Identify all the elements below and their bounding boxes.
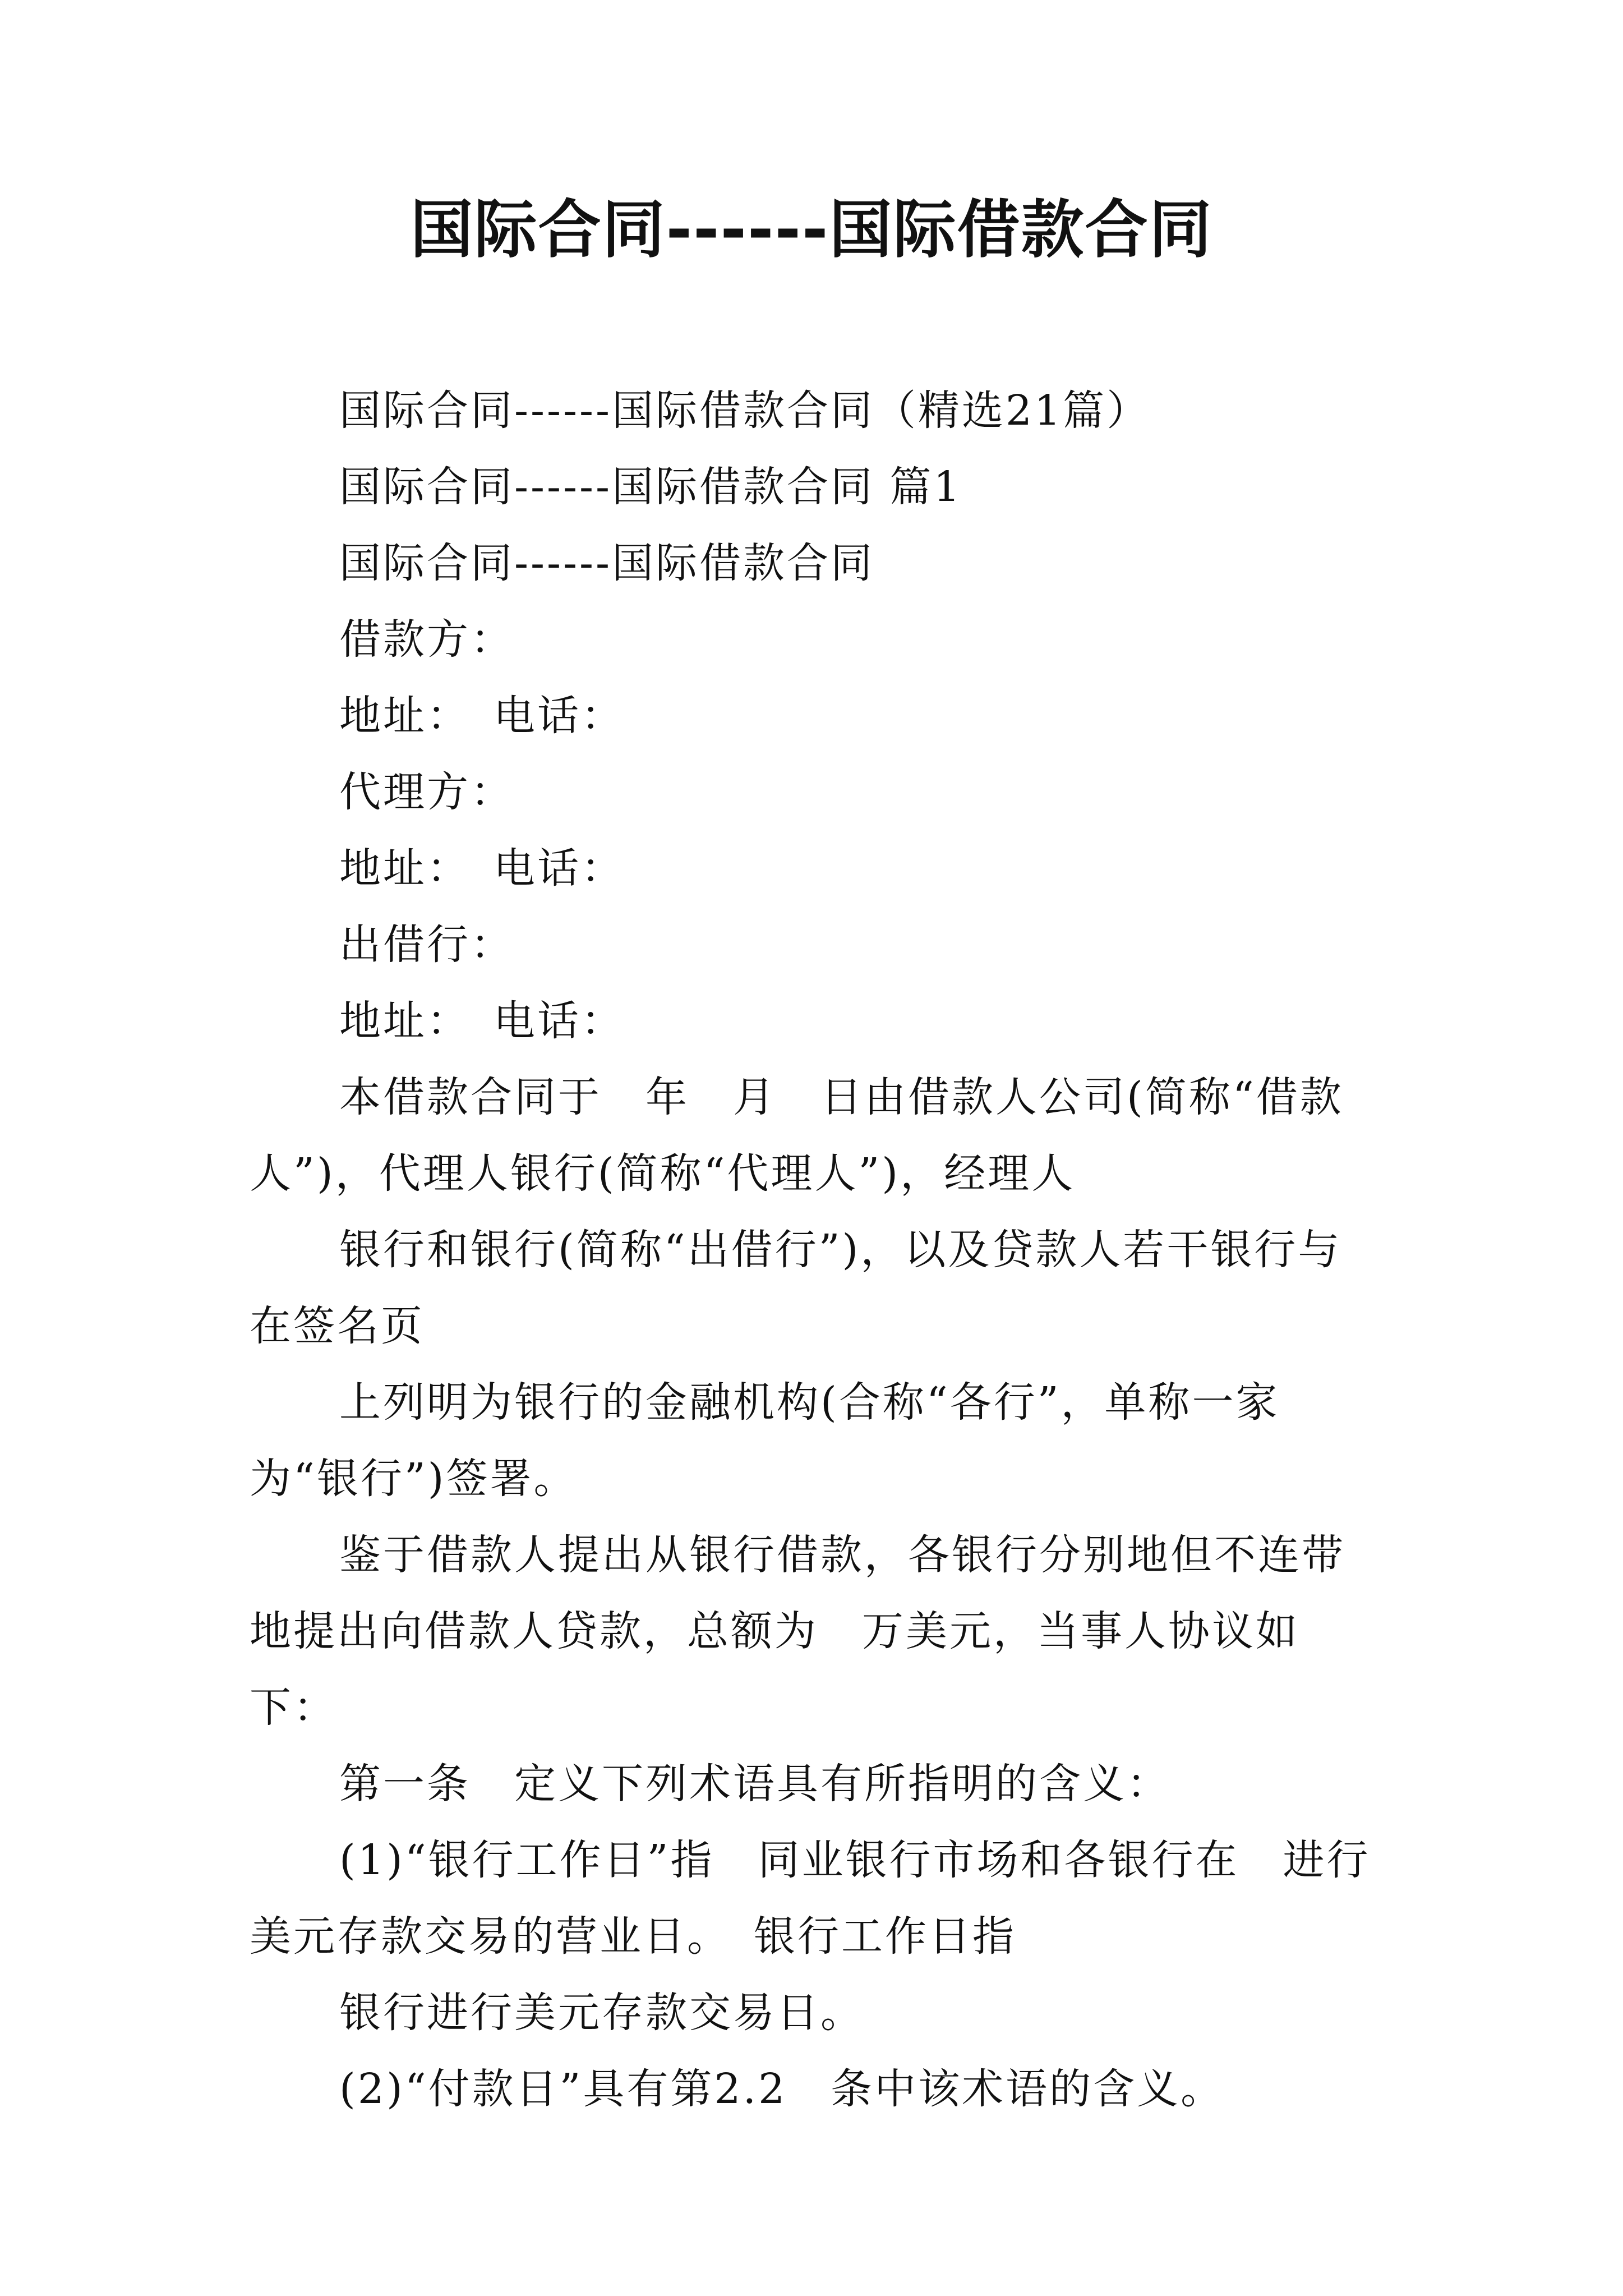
- paragraph-definition-2: (2)“付款日”具有第2.2 条中该术语的含义。: [339, 2065, 1225, 2113]
- document-body: [250, 372, 1382, 2127]
- paragraph-borrower: 借款方：: [339, 615, 514, 664]
- paragraph-preamble-2: 银行和银行(简称“出借行”)，以及贷款人若干银行与在签名页: [250, 1226, 1342, 1350]
- paragraph-recital: 鉴于借款人提出从银行借款，各银行分别地但不连带地提出向借款人贷款，总额为 万美元，当事人协议如下：: [250, 1531, 1345, 1732]
- paragraph-definition-1-cont: 银行进行美元存款交易日。: [339, 1989, 864, 2037]
- paragraph-definition-1: (1)“银行工作日”指 同业银行市场和各银行在 进行美元存款交易的营业日。 银行工作日指: [250, 1836, 1371, 1961]
- document-title: 国际合同------国际借款合同: [410, 194, 1213, 266]
- paragraph-lender: 出借行：: [339, 921, 514, 969]
- paragraph-agent: 代理方：: [339, 768, 514, 816]
- paragraph-borrower-address: 地址： 电话：: [339, 692, 625, 740]
- paragraph-article-1: 第一条 定义下列术语具有所指明的含义：: [339, 1760, 1170, 1808]
- paragraph-preamble-1: 本借款合同于 年 月 日由借款人公司(简称“借款人”)，代理人银行(简称“代理人”)，经理人: [250, 1073, 1344, 1198]
- paragraph-part-heading: 国际合同------国际借款合同 篇1: [339, 463, 962, 511]
- paragraph-preamble-3: 上列明为银行的金融机构(合称“各行”，单称一家为“银行”)签署。: [250, 1378, 1280, 1503]
- paragraph-contract-name: 国际合同------国际借款合同: [339, 539, 875, 587]
- paragraph-agent-address: 地址： 电话：: [339, 844, 625, 892]
- paragraph-subtitle: 国际合同------国际借款合同（精选21篇）: [339, 386, 1151, 435]
- paragraph-lender-address: 地址： 电话：: [339, 997, 625, 1045]
